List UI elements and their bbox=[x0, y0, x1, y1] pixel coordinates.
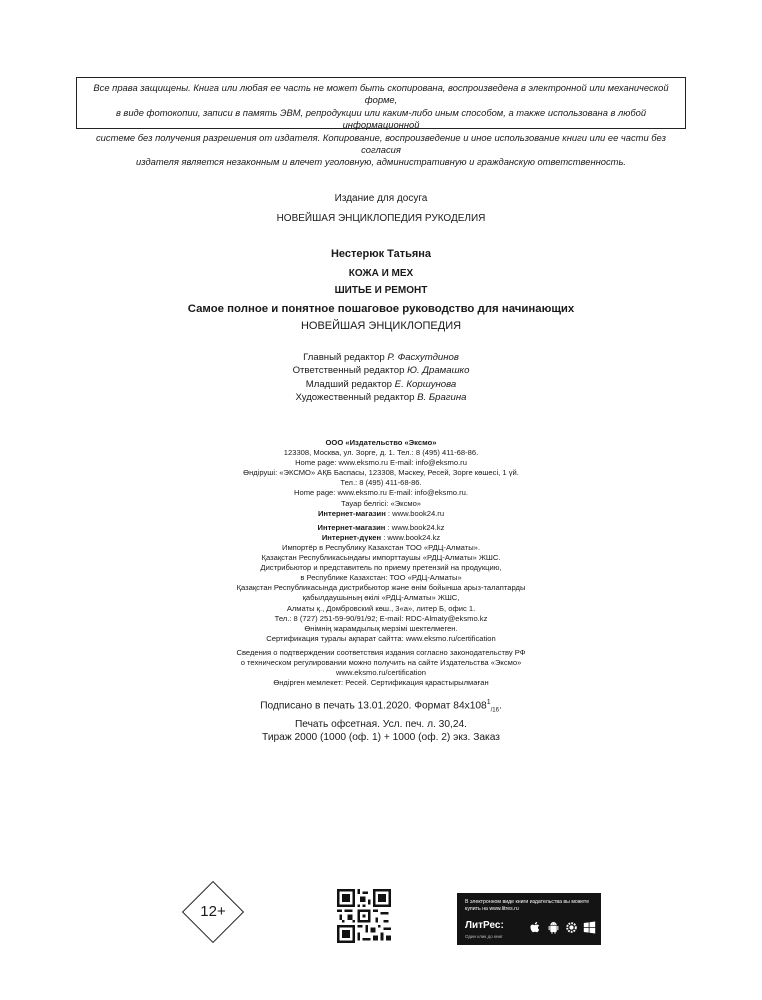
edition-type: Издание для досуга bbox=[334, 193, 428, 204]
credit-line bbox=[0, 391, 762, 404]
copyright-line: в виде фотокопии, записи в память ЭВМ, репродукции или каким-либо иным способом, а также использована в любой информационной bbox=[115, 106, 647, 131]
cert-line: www.eksmo.ru/certification bbox=[336, 668, 426, 678]
kz-line: қабылдаушының өкілі «РДЦ-Алматы» ЖШС, bbox=[302, 593, 460, 603]
shop-url: : www.book24.kz bbox=[385, 522, 445, 532]
publisher-imprint bbox=[0, 438, 762, 688]
android-icon bbox=[547, 921, 560, 934]
kz-line: Дистрибьютор и представитель по приему претензий на продукцию, bbox=[260, 563, 502, 573]
book-subtitle-2: НОВЕЙШАЯ ЭНЦИКЛОПЕДИЯ bbox=[300, 320, 462, 332]
copyright-notice bbox=[76, 77, 686, 168]
publisher-name: ООО «Издательство «Эксмо» bbox=[325, 438, 437, 447]
copyright-line: издателя является незаконным и влечет уголовную, административную и гражданскую ответственность. bbox=[135, 156, 627, 168]
editorial-credits bbox=[0, 351, 762, 405]
litres-promo-text bbox=[465, 899, 589, 913]
apple-icon bbox=[529, 921, 542, 934]
credit-line bbox=[0, 364, 762, 377]
print-run-line: Тираж 2000 (1000 (оф. 1) + 1000 (оф. 2) экз. Заказ bbox=[262, 731, 500, 743]
trademark: Тауар белгісі: «Эксмо» bbox=[340, 498, 422, 508]
credit-line bbox=[0, 351, 762, 364]
book-subtitle: Самое полное и понятное пошаговое руководство для начинающих bbox=[187, 303, 575, 315]
publisher-address: 123308, Москва, ул. Зорге, д. 1. Тел.: 8 (495) 411-68-86. bbox=[283, 448, 479, 458]
printing-details bbox=[0, 696, 762, 744]
credit-person: Е. Коршунова bbox=[394, 378, 457, 390]
platform-icons bbox=[529, 921, 596, 934]
format-sub: /16 bbox=[490, 707, 499, 714]
kz-line: Сертификация туралы ақпарат сайтта: www.eksmo.ru/certification bbox=[266, 633, 496, 643]
online-shop-kz-2 bbox=[0, 533, 762, 543]
qr-code bbox=[337, 889, 391, 943]
credit-role: Ответственный редактор bbox=[292, 365, 408, 377]
kz-maker: Өндіруші: «ЭКСМО» АҚБ Баспасы, 123308, Мәскеу, Ресей, Зорге көшесі, 1 үй. bbox=[243, 468, 519, 478]
shop-url: : www.book24.ru bbox=[385, 508, 445, 518]
windows-icon bbox=[583, 921, 596, 934]
litres-promo-line: В электронном виде книги издательства вы можете bbox=[465, 899, 590, 905]
cert-line: о техническом регулировании можно получить на сайте Издательства «Эксмо» bbox=[240, 657, 522, 667]
litres-slogan: Один клик до книг bbox=[465, 934, 503, 939]
copyright-line: Все права защищены. Книга или любая ее часть не может быть скопирована, воспроизведена в электронной или механической форме, bbox=[93, 82, 669, 106]
age-rating-label: 12+ bbox=[200, 903, 226, 920]
kz-line: в Республике Казахстан: ТОО «РДЦ-Алматы» bbox=[300, 573, 462, 583]
cert-line: Сведения о подтверждении соответствия издания согласно законодательству РФ bbox=[236, 647, 526, 657]
book-title-line1: КОЖА И МЕХ bbox=[348, 268, 414, 279]
credit-person: В. Брагина bbox=[417, 392, 467, 404]
gear-icon bbox=[565, 921, 578, 934]
online-shop-ru bbox=[0, 509, 762, 519]
kz-line: Тел.: 8 (727) 251-59-90/91/92; E-mail: RDC-Almaty@eksmo.kz bbox=[274, 613, 488, 623]
series-name: НОВЕЙШАЯ ЭНЦИКЛОПЕДИЯ РУКОДЕЛИЯ bbox=[276, 213, 486, 224]
format-suffix: . bbox=[498, 700, 502, 712]
litres-banner[interactable] bbox=[457, 893, 601, 945]
shop-label: Интернет-магазин bbox=[317, 508, 386, 518]
kz-line: Қазақстан Республикасындағы импорттаушы «РДЦ-Алматы» ЖШС. bbox=[261, 553, 501, 563]
kz-phone: Тел.: 8 (495) 411-68-86. bbox=[340, 478, 422, 488]
credit-person: Ю. Драмашко bbox=[407, 365, 470, 377]
credit-line bbox=[0, 378, 762, 391]
shop-url: : www.book24.kz bbox=[381, 532, 441, 542]
publisher-web-2: Home page: www.eksmo.ru E-mail: info@eksmo.ru. bbox=[294, 488, 468, 498]
credit-person: Р. Фасхутдинов bbox=[387, 352, 459, 363]
kz-line: Импортёр в Республику Казахстан ТОО «РДЦ-Алматы». bbox=[281, 542, 480, 552]
age-rating-badge bbox=[182, 881, 244, 943]
credit-role: Художественный редактор bbox=[295, 392, 418, 404]
print-format-line bbox=[0, 696, 762, 718]
format-sup: 1 bbox=[486, 699, 491, 706]
kz-line: Өнімнің жарамдылық мерзімі шектелмеген. bbox=[304, 623, 458, 633]
litres-promo-line: купить на www.litres.ru bbox=[465, 906, 519, 912]
author-name: Нестерюк Татьяна bbox=[330, 248, 432, 260]
shop-label: Интернет-магазин bbox=[317, 522, 386, 532]
litres-logo: ЛитРес: bbox=[465, 920, 504, 931]
cert-line: Өндірген мемлекет: Ресей. Сертификация қарастырылмаған bbox=[273, 678, 489, 688]
kz-line: Алматы қ., Домбровский көш., 3«а», литер Б, офис 1. bbox=[286, 603, 476, 613]
credit-role: Младший редактор bbox=[305, 378, 395, 390]
credit-role: Главный редактор bbox=[303, 352, 388, 363]
publisher-web: Home page: www.eksmo.ru E-mail: info@eksmo.ru bbox=[295, 458, 467, 468]
kz-line: Қазақстан Республикасында дистрибьютор және өнім бойынша арыз-талаптарды bbox=[236, 583, 526, 593]
copyright-line: системе без получения разрешения от издателя. Копирование, воспроизведение и иное использование книги или ее части без согласия bbox=[95, 131, 667, 156]
print-date-format: Подписано в печать 13.01.2020. Формат 84х108 bbox=[260, 700, 487, 712]
online-shop-kz bbox=[0, 523, 762, 533]
book-title-line2: ШИТЬЕ И РЕМОНТ bbox=[334, 285, 428, 296]
print-type-line: Печать офсетная. Усл. печ. л. 30,24. bbox=[294, 718, 468, 730]
shop-label: Интернет-дүкен bbox=[321, 532, 382, 542]
